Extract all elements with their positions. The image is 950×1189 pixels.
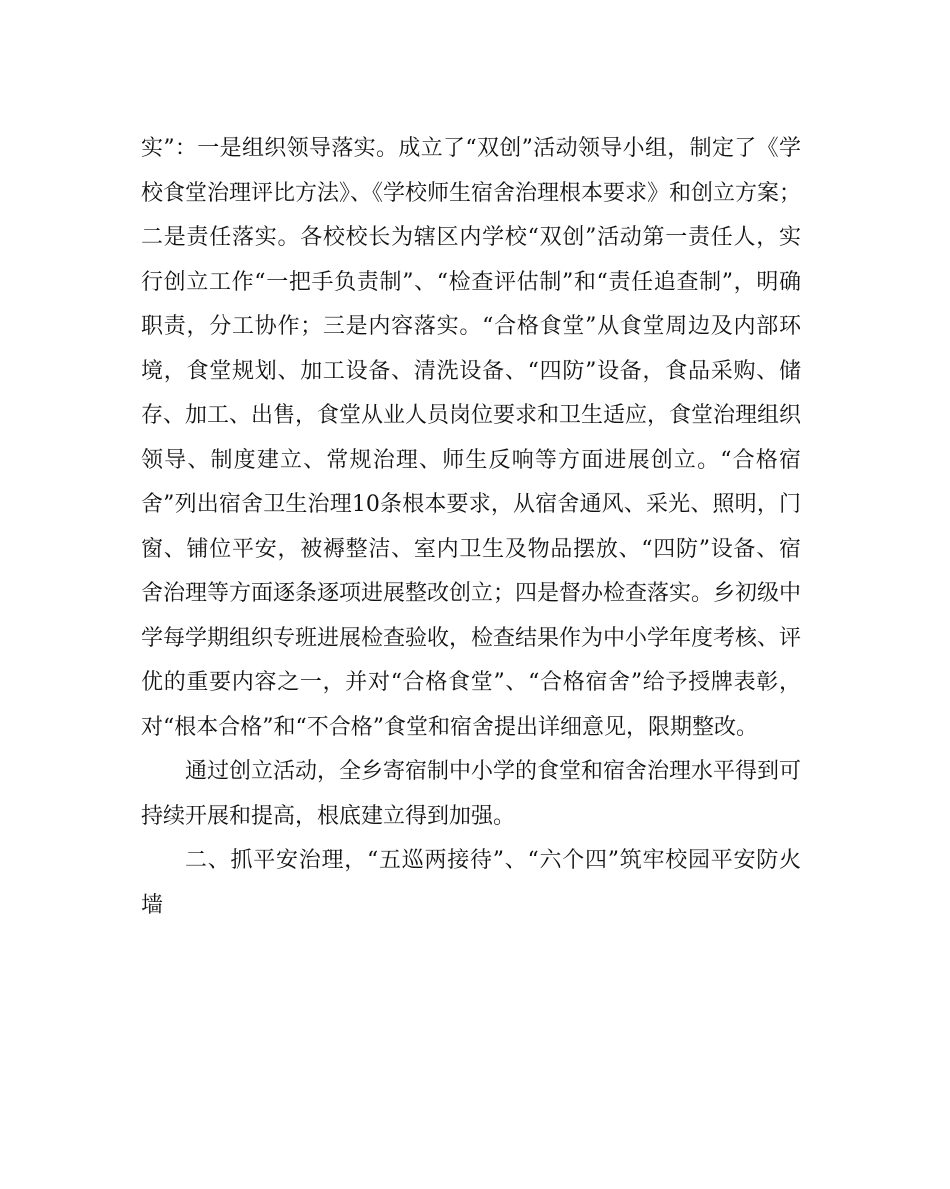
section-heading-safety-management: 二、抓平安治理，“五巡两接待”、“六个四”筑牢校园平安防火墙 xyxy=(141,848,801,918)
body-paragraph-continuation: 实”：一是组织领导落实。成立了“双创”活动领导小组，制定了《学校食堂治理评比方法》、《学校师生宿舍治理根本要求》和创立方案；二是责任落实。各校校长为辖区内学校“双创”活动第一责任人，实行创立工作“一把手负责制”、“检查评估制”和“责任追查制”，明确职责，分工协作；三是内容落实。“合格食堂”从食堂周边及内部环境，食堂规划、加工设备、清洗设备、“四防”设备，食品采购、储存、加工、出售，食堂从业人员岗位要求和卫生适应，食堂治理组织领导、制度建立、常规治理、师生反响等方面进展创立。“合格宿舍”列出宿舍卫生治理10条根本要求，从宿舍通风、采光、照明，门窗、铺位平安，被褥整洁、室内卫生及物品摆放、“四防”设备、宿舍治理等方面逐条逐项进展整改创立；四是督办检查落实。乡初级中学每学期组织专班进展检查验收，检查结果作为中小学年度考核、评优的重要内容之一，并对“合格食堂”、“合格宿舍”给予授牌表彰，对“根本合格”和“不合格”食堂和宿舍提出详细意见，限期整改。 xyxy=(141,136,802,740)
body-paragraph-summary: 通过创立活动，全乡寄宿制中小学的食堂和宿舍治理水平得到可持续开展和提高，根底建立得到加强。 xyxy=(141,759,802,829)
document-body xyxy=(141,127,801,928)
